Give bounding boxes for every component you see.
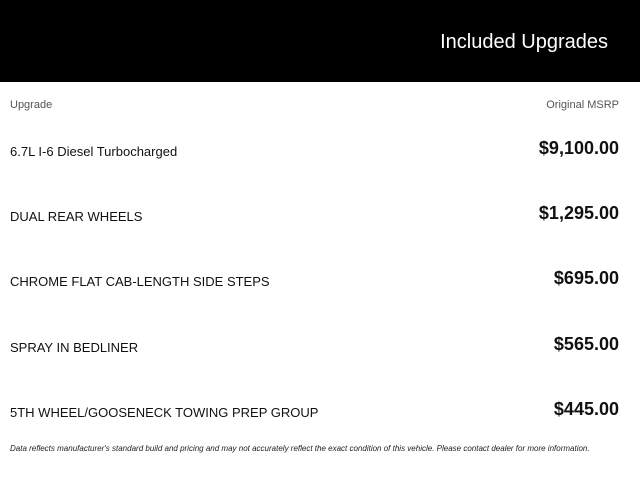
upgrade-row [10, 399, 619, 427]
upgrade-row [10, 334, 619, 362]
upgrade-price: $565.00 [553, 334, 619, 354]
upgrade-price: $1,295.00 [538, 203, 619, 223]
upgrade-price: $695.00 [553, 268, 619, 288]
upgrade-column-header: Upgrade [10, 99, 53, 111]
upgrade-row [10, 268, 619, 296]
page-title: Included Upgrades [440, 31, 608, 53]
column-headers [10, 99, 619, 113]
msrp-column-header: Original MSRP [546, 99, 619, 111]
upgrade-name: DUAL REAR WHEELS [10, 209, 143, 224]
upgrade-name: 6.7L I-6 Diesel Turbocharged [10, 144, 178, 159]
upgrade-name: 5TH WHEEL/GOOSENECK TOWING PREP GROUP [10, 405, 319, 420]
header-bar [0, 0, 640, 82]
upgrade-row [10, 138, 619, 166]
upgrade-name: CHROME FLAT CAB-LENGTH SIDE STEPS [10, 274, 270, 289]
upgrade-row [10, 203, 619, 231]
upgrade-price: $9,100.00 [538, 138, 619, 158]
disclaimer-text: Data reflects manufacturer's standard build and pricing and may not accurately reflect the exact condition of this vehicle. Please contact dealer for more information. [10, 444, 590, 453]
upgrade-name: SPRAY IN BEDLINER [10, 340, 139, 355]
upgrade-price: $445.00 [553, 399, 619, 419]
